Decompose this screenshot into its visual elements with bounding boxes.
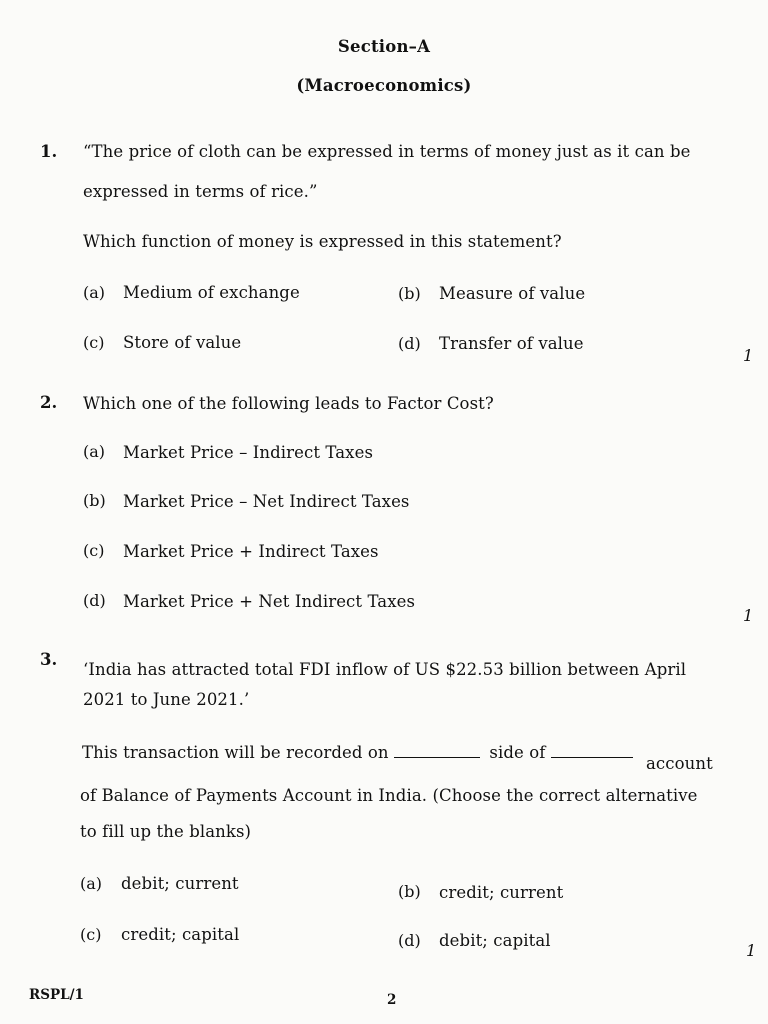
option-text: Transfer of value: [439, 334, 584, 353]
option-text: Medium of exchange: [123, 283, 300, 302]
option-text: Market Price + Net Indirect Taxes: [123, 592, 416, 611]
question-stem-line: ‘India has attracted total FDI inflow of US $22.53 billion between April: [83, 660, 687, 679]
fill-blank-line: [82, 743, 633, 762]
question-stem-line: Which one of the following leads to Factor Cost?: [83, 394, 494, 413]
blank-1: [394, 757, 480, 758]
option-text: credit; capital: [121, 925, 240, 944]
option-label: (a): [80, 874, 103, 893]
option-label: (a): [83, 442, 106, 461]
question-stem-line: expressed in terms of rice.”: [83, 182, 318, 201]
option-label: (c): [80, 925, 102, 944]
option-label: (d): [398, 334, 421, 353]
option-label: (b): [398, 882, 421, 901]
section-subtitle: (Macroeconomics): [296, 76, 472, 95]
marks: 1: [743, 606, 754, 625]
question-stem-line: to fill up the blanks): [80, 822, 252, 841]
option-text: debit; capital: [439, 931, 551, 950]
fill-text-part1: This transaction will be recorded on: [82, 743, 389, 762]
option-text: Market Price + Indirect Taxes: [123, 542, 379, 561]
question-number: 1.: [40, 142, 58, 161]
fill-text-part2: side of: [489, 743, 546, 762]
question-prompt: Which function of money is expressed in this statement?: [83, 232, 562, 251]
marks: 1: [746, 941, 757, 960]
question-number: 2.: [40, 393, 58, 412]
option-text: credit; current: [439, 883, 564, 902]
option-text: Market Price – Indirect Taxes: [123, 443, 374, 462]
option-label: (a): [83, 283, 106, 302]
option-text: Store of value: [123, 333, 242, 352]
option-label: (c): [83, 333, 105, 352]
marks: 1: [743, 346, 754, 365]
option-label: (b): [398, 284, 421, 303]
option-text: debit; current: [121, 874, 239, 893]
fill-text-part3: account: [646, 754, 713, 773]
question-stem-line: of Balance of Payments Account in India. (Choose the correct alternative: [80, 786, 698, 805]
option-label: (b): [83, 491, 106, 510]
page-number: 2: [387, 992, 397, 1008]
option-label: (c): [83, 541, 105, 560]
question-stem-line: “The price of cloth can be expressed in terms of money just as it can be: [83, 142, 691, 161]
paper-code: RSPL/1: [29, 987, 84, 1003]
option-label: (d): [398, 931, 421, 950]
question-number: 3.: [40, 650, 58, 669]
question-stem-line: 2021 to June 2021.’: [83, 690, 250, 709]
option-text: Market Price – Net Indirect Taxes: [123, 492, 410, 511]
blank-2: [551, 757, 633, 758]
section-title: Section–A: [337, 37, 431, 56]
option-text: Measure of value: [439, 284, 586, 303]
option-label: (d): [83, 591, 106, 610]
